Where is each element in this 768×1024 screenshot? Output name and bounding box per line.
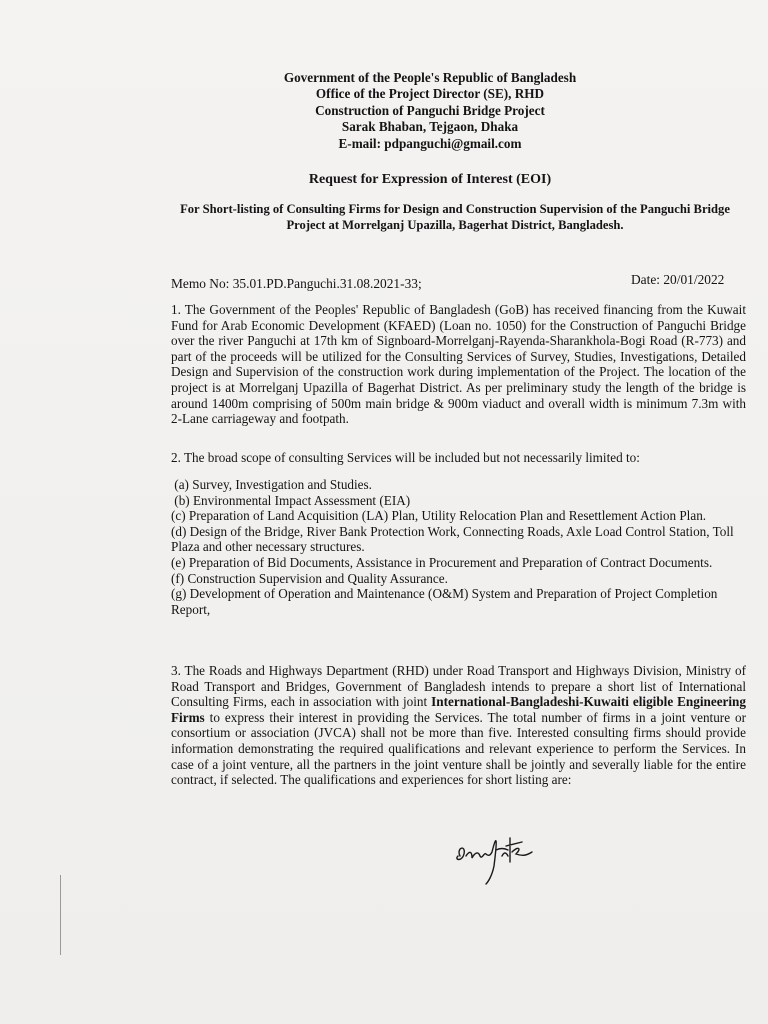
signature — [452, 826, 547, 886]
paragraph-3-intro: 3. The Roads and Highways Department (RHD) under Road Transport and Highways Division, Ministry of Road Transport and Bridges, Government of Bangladesh intends to prepare a short list of International Consulting Firms, each in association with joint — [171, 663, 746, 710]
margin-line — [60, 875, 61, 955]
scope-item-f: (f) Construction Supervision and Quality Assurance. — [171, 570, 448, 586]
document-title: Request for Expression of Interest (EOI) — [308, 172, 552, 187]
scope-item-g: (g) Development of Operation and Maintenance (O&M) System and Preparation of Project Completion Report, — [171, 586, 718, 617]
scope-item-a: (a) Survey, Investigation and Studies. — [171, 477, 372, 492]
scope-list — [171, 477, 741, 617]
memo-date: Date: 20/01/2022 — [631, 272, 725, 287]
paragraph-3-rest: to express their interest in providing the Services. The total number of firms in a joint venture or consortium or association (JVCA) shall not be more than five. Interested consulting firms should provide information demonstrating the required qualifications and relevant experience to perform the Services. In case of a joint venture, all the partners in the joint venture shall be jointly and severally liable for the entire contract, if selected. The qualifications and experiences for short listing are: — [171, 709, 746, 788]
paragraph-1: 1. The Government of the Peoples' Republic of Bangladesh (GoB) has received financing from the Kuwait Fund for Arab Economic Development (KFAED) (Loan no. 1050) for the Construction of Panguchi Bridge over the river Panguchi at 17th km of Signboard-Morrelganj-Rayenda-Sharankhola-Bogi Road (R-773) and part of the proceeds will be utilized for the Consulting Services of Survey, Studies, Investigations, Detailed Design and Supervision of the construction work during implementation of the Project. The location of the project is at Morrelganj Upazilla of Bagerhat District. As per preliminary study the length of the bridge is around 1400m comprising of 500m main bridge & 900m viaduct and overall width is minimum 7.3m with 2-Lane carriageway and footpath. — [171, 302, 746, 427]
header-project: Construction of Panguchi Bridge Project — [315, 102, 545, 118]
header-government: Government of the People's Republic of Bangladesh — [283, 70, 577, 85]
letterhead — [240, 70, 620, 152]
header-address: Sarak Bhaban, Tejgaon, Dhaka — [341, 119, 519, 135]
memo-number: Memo No: 35.01.PD.Panguchi.31.08.2021-33; — [171, 276, 422, 291]
paragraph-2: 2. The broad scope of consulting Services will be included but not necessarily limited to: — [171, 450, 640, 465]
paragraph-3-bold-firms: International-Bangladeshi-Kuwaiti eligible Engineering Firms — [171, 694, 746, 725]
scope-item-d: (d) Design of the Bridge, River Bank Protection Work, Connecting Roads, Axle Load Control Station, Toll Plaza and other necessary structures. — [171, 523, 734, 555]
scope-item-b: (b) Environmental Impact Assessment (EIA) — [171, 492, 411, 508]
scope-item-c: (c) Preparation of Land Acquisition (LA) Plan, Utility Relocation Plan and Resettlement Action Plan. — [171, 508, 707, 524]
document-subtitle: For Short-listing of Consulting Firms for Design and Construction Supervision of the Panguchi Bridge Project at Morrelganj Upazilla, Bagerhat District, Bangladesh. — [180, 202, 730, 232]
scope-item-e: (e) Preparation of Bid Documents, Assistance in Procurement and Preparation of Contract Documents. — [171, 554, 713, 570]
header-email: E-mail: pdpanguchi@gmail.com — [338, 135, 522, 151]
paragraph-3 — [171, 663, 746, 788]
header-office: Office of the Project Director (SE), RHD — [315, 86, 545, 102]
